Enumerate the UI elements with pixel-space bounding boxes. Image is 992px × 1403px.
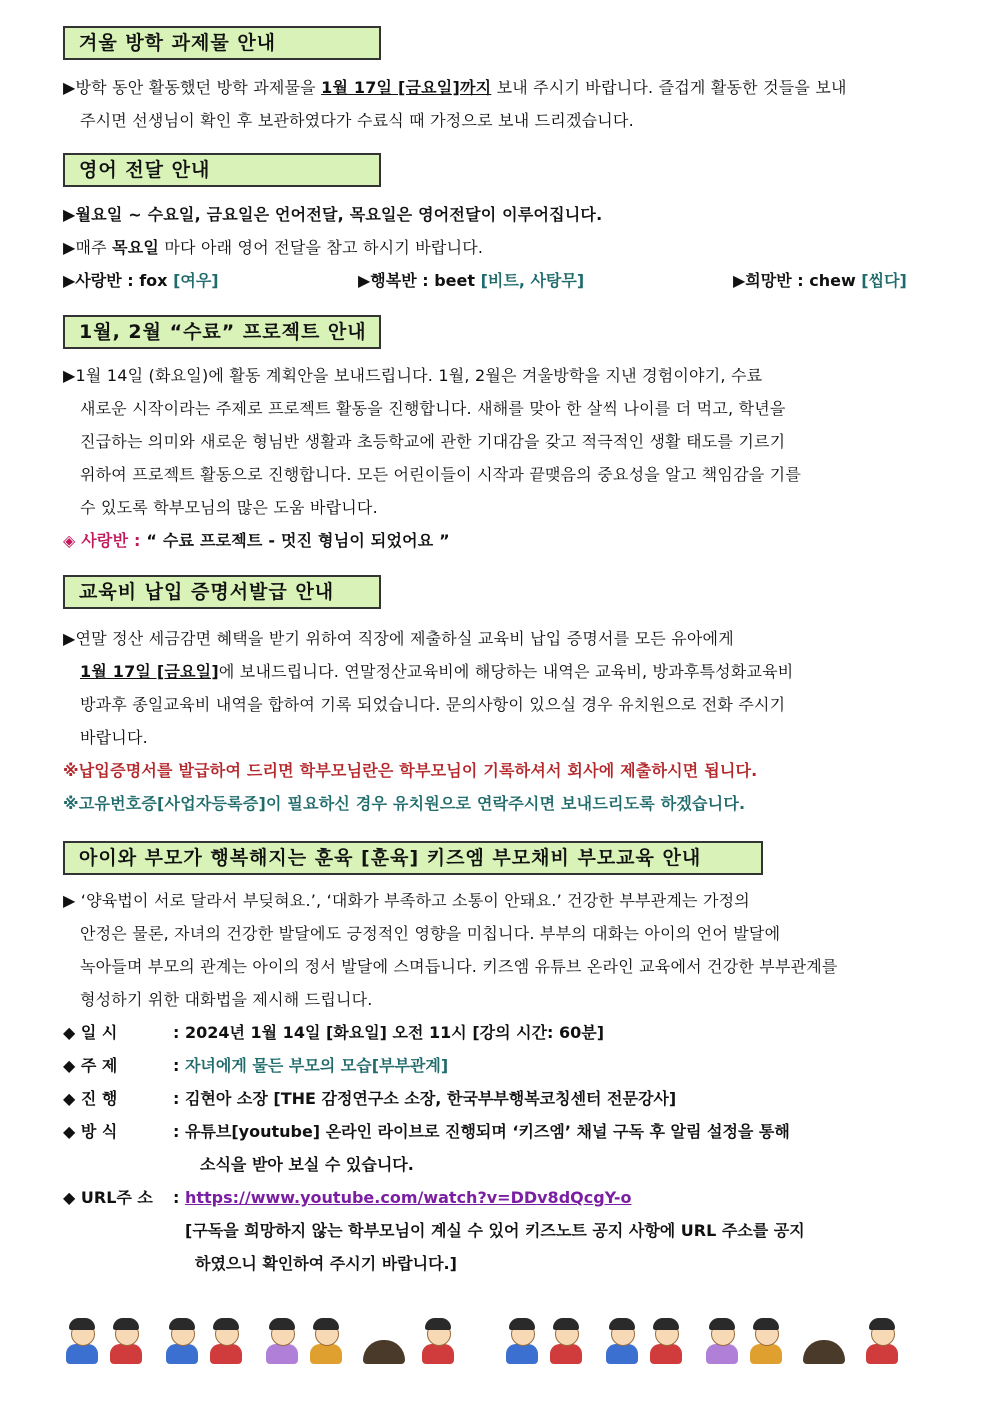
homework-due-date: 1월 17일 [금요일]까지 [321,78,492,97]
child-figure-icon [263,1318,301,1366]
child-figure-icon [163,1318,201,1366]
parent-edu-line: ▶ ‘양육법이 서로 달라서 부딪혀요.’, ‘대화가 부족하고 소통이 안돼요.’ 건강한 부부관계는 가정의 [63,891,750,910]
section-title-parent-education: 아이와 부모가 행복해지는 훈육 [훈육] 키즈엠 부모채비 부모교육 안내 [63,841,763,875]
english-word-haengbok: ▶행복반 : beet [비트, 사탕무] [358,271,585,290]
section-title-graduation-project: 1월, 2월 “수료” 프로젝트 안내 [63,315,381,349]
decorative-children-figures [63,1318,929,1366]
parent-edu-line: 형성하기 위한 대화법을 제시해 드립니다. [80,990,373,1009]
english-word-sarang: ▶사랑반 : fox [여우] [63,271,219,290]
project-line: 진급하는 의미와 새로운 형님반 생활과 초등학교에 관한 기대감을 갖고 적극적인 생활 태도를 기르기 [80,432,786,451]
certificate-line: 1월 17일 [금요일]에 보내드립니다. 연말정산교육비에 해당하는 내역은 교육비, 방과후특성화교육비 [80,662,794,681]
child-figure-icon [107,1318,145,1366]
certificate-note-1: ※납입증명서를 발급하여 드리면 학부모님란은 학부모님이 기록하셔서 회사에 제출하시면 됩니다. [63,761,758,780]
certificate-note-2: ※고유번호증[사업자등록증]이 필요하신 경우 유치원으로 연락주시면 보내드리도록 하겠습니다. [63,794,746,813]
child-figure-icon [419,1318,457,1366]
child-figure-icon [603,1318,641,1366]
certificate-send-date: 1월 17일 [금요일] [80,662,219,681]
english-thursday-line: ▶매주 목요일 마다 아래 영어 전달을 참고 하시기 바랍니다. [63,238,484,257]
project-line: 새로운 시작이라는 주제로 프로젝트 활동을 진행합니다. 새해를 맞아 한 살씩 나이를 더 먹고, 학년을 [80,399,786,418]
certificate-line: ▶연말 정산 세금감면 혜택을 받기 위하여 직장에 제출하실 교육비 납입 증명서를 모든 유아에게 [63,629,734,648]
child-figure-icon [703,1318,741,1366]
project-line: 수 있도록 학부모님의 많은 도움 바랍니다. [80,498,378,517]
graduation-project-text [63,359,929,557]
child-figure-icon [307,1318,345,1366]
certificate-line: 방과후 종일교육비 내역을 합하여 기록 되었습니다. 문의사항이 있으실 경우 유치원으로 전화 주시기 [80,695,786,714]
section-title-winter-homework: 겨울 방학 과제물 안내 [63,26,381,60]
project-class-line: ◈ 사랑반 : “ 수료 프로젝트 - 멋진 형님이 되었어요 ” [63,531,450,550]
youtube-url-link[interactable]: https://www.youtube.com/watch?v=DDv8dQcgY-o [184,1188,632,1207]
parent-edu-url-row: ◆ URL주 소 : https://www.youtube.com/watch?v=DDv8dQcgY-o [63,1188,632,1207]
parent-edu-method-row-2: 소식을 받아 보실 수 있습니다. [200,1155,414,1174]
child-figure-icon [63,1318,101,1366]
winter-homework-line-1: ▶방학 동안 활동했던 방학 과제물을 1월 17일 [금요일]까지 보내 주시기 바랍니다. 즐겁게 활동한 것들을 보내 [63,78,847,97]
parent-edu-topic-row: ◆ 주 제 : 자녀에게 물든 부모의 모습[부부관계] [63,1056,449,1075]
english-schedule-line: ▶월요일 ~ 수요일, 금요일은 언어전달, 목요일은 영어전달이 이루어집니다. [63,205,603,224]
child-figure-icon [503,1318,541,1366]
bowing-child-icon [363,1340,405,1364]
tuition-certificate-text [63,622,929,820]
winter-homework-text [63,71,929,137]
child-figure-icon [747,1318,785,1366]
parent-edu-note-2: 하였으니 확인하여 주시기 바랍니다.] [195,1254,457,1273]
english-text [63,198,929,264]
winter-homework-line-2: 주시면 선생님이 확인 후 보관하였다가 수료식 때 가정으로 보내 드리겠습니다. [80,111,634,130]
parent-edu-date-row: ◆ 일 시 : 2024년 1월 14일 [화요일] 오전 11시 [강의 시간: 60분] [63,1023,605,1042]
parent-education-text [63,884,929,1016]
parent-edu-note-1: [구독을 희망하지 않는 학부모님이 계실 수 있어 키즈노트 공지 사항에 URL 주소를 공지 [185,1221,805,1240]
parent-edu-line: 녹아들며 부모의 관계는 아이의 정서 발달에 스며듭니다. 키즈엠 유튜브 온라인 교육에서 건강한 부부관계를 [80,957,838,976]
section-title-english: 영어 전달 안내 [63,153,381,187]
bowing-child-icon [803,1340,845,1364]
project-line: ▶1월 14일 (화요일)에 활동 계획안을 보내드립니다. 1월, 2월은 겨울방학을 지낸 경험이야기, 수료 [63,366,763,385]
section-title-tuition-certificate: 교육비 납입 증명서발급 안내 [63,575,381,609]
child-figure-icon [863,1318,901,1366]
english-word-huimang: ▶희망반 : chew [씹다] [733,271,907,290]
parent-edu-method-row: ◆ 방 식 : 유튜브[youtube] 온라인 라이브로 진행되며 ‘키즈엠’ 채널 구독 후 알림 설정을 통해 [63,1122,790,1141]
parent-edu-host-row: ◆ 진 행 : 김현아 소장 [THE 감정연구소 소장, 한국부부행복코칭센터 전문강사] [63,1089,677,1108]
child-figure-icon [547,1318,585,1366]
certificate-line: 바랍니다. [80,728,148,747]
child-figure-icon [207,1318,245,1366]
child-figure-icon [647,1318,685,1366]
project-line: 위하여 프로젝트 활동으로 진행합니다. 모든 어린이들이 시작과 끝맺음의 중요성을 알고 책임감을 기를 [80,465,801,484]
parent-edu-line: 안정은 물론, 자녀의 건강한 발달에도 긍정적인 영향을 미칩니다. 부부의 대화는 아이의 언어 발달에 [80,924,781,943]
